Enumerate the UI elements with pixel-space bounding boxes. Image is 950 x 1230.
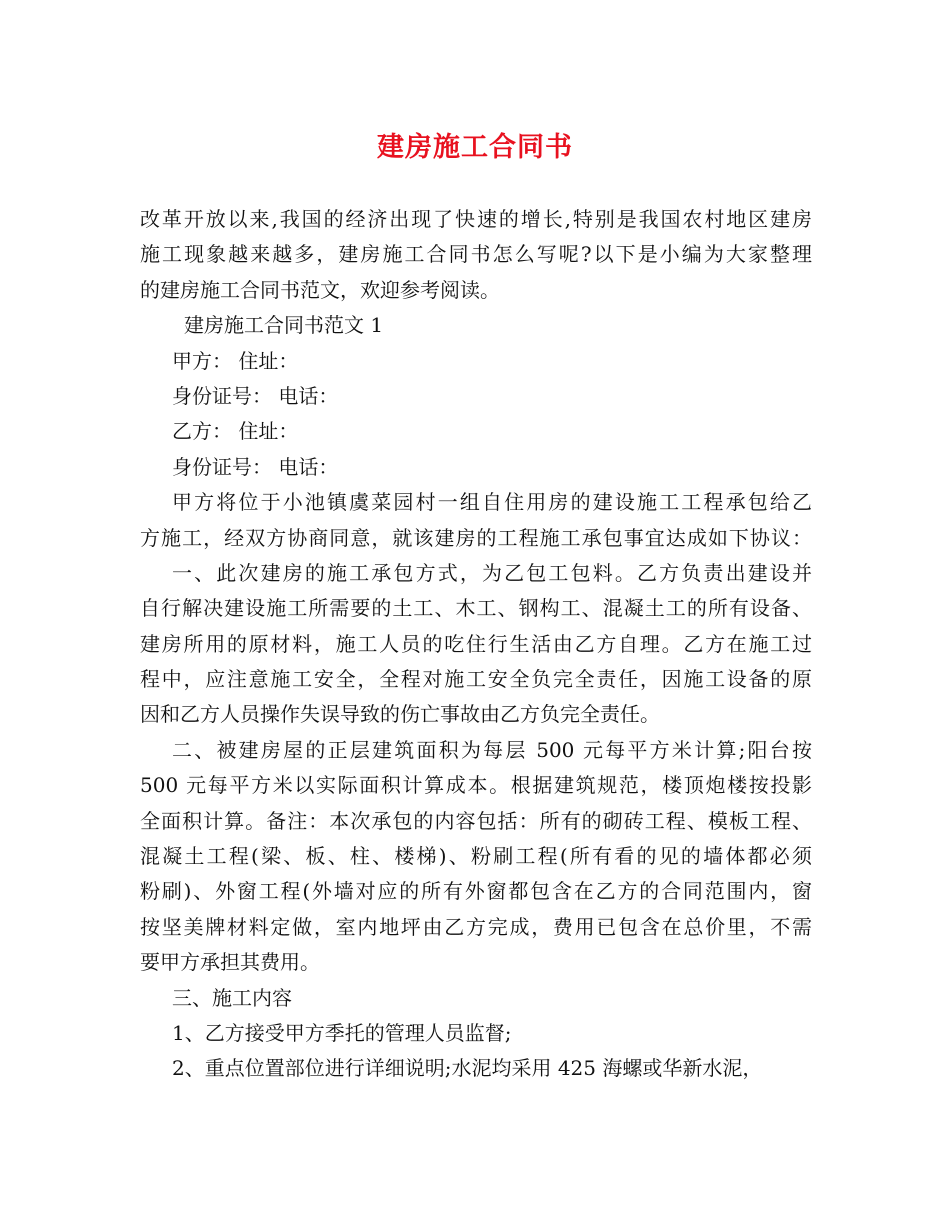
clause-2-line: 全面积计算。备注：本次承包的内容包括：所有的砌砖工程、模板工程、 <box>140 808 812 833</box>
clause-3-heading: 三、施工内容 <box>172 985 292 1010</box>
clause-2-line: 按坚美牌材料定做，室内地坪由乙方完成，费用已包含在总价里，不需 <box>140 914 812 939</box>
party-b-address-line: 乙方： 住址： <box>172 419 299 444</box>
body-line: 甲方将位于小池镇虞菜园村一组自住用房的建设施工工程承包给乙 <box>172 490 812 515</box>
body-line: 改革开放以来,我国的经济出现了快速的增长,特别是我国农村地区建房 <box>140 207 812 231</box>
clause-2-line: 二、被建房屋的正层建筑面积为每层 500 元每平方米计算;阳台按 <box>172 737 812 762</box>
body-line: 施工现象越来越多，建房施工合同书怎么写呢?以下是小编为大家整理 <box>140 242 812 267</box>
document-title: 建房施工合同书 <box>377 132 573 163</box>
clause-3-item-2: 2、重点位置部位进行详细说明;水泥均采用 425 海螺或华新水泥， <box>172 1056 763 1081</box>
clause-1-line: 建房所用的原材料，施工人员的吃住行生活由乙方自理。乙方在施工过 <box>140 631 812 656</box>
party-a-address-line: 甲方： 住址： <box>172 348 299 373</box>
party-a-id-phone-line: 身份证号： 电话： <box>172 383 339 408</box>
clause-1-line: 自行解决建设施工所需要的土工、木工、钢构工、混凝土工的所有设备、 <box>140 596 812 621</box>
clause-3-item-1: 1、乙方接受甲方季托的管理人员监督; <box>172 1020 512 1045</box>
clause-2-line: 粉刷)、外窗工程(外墙对应的所有外窗都包含在乙方的合同范围内，窗 <box>140 879 812 904</box>
party-b-id-phone-line: 身份证号： 电话： <box>172 454 339 479</box>
document-body <box>140 202 812 1087</box>
clause-1-line: 程中，应注意施工安全，全程对施工安全负完全责任，因施工设备的原 <box>140 667 812 692</box>
clause-1-line: 因和乙方人员操作失误导致的伤亡事故由乙方负完全责任。 <box>140 702 660 727</box>
clause-1-line: 一、此次建房的施工承包方式，为乙包工包料。乙方负责出建设并 <box>172 560 812 585</box>
clause-2-line: 混凝土工程(梁、板、柱、楼梯)、粉刷工程(所有看的见的墙体都必须 <box>140 844 812 869</box>
clause-2-line: 要甲方承担其费用。 <box>140 950 320 975</box>
body-line: 方施工，经双方协商同意，就该建房的工程施工承包事宜达成如下协议： <box>140 525 812 550</box>
clause-2-line: 500 元每平方米以实际面积计算成本。根据建筑规范，楼顶炮楼按投影 <box>140 773 812 798</box>
section-heading: 建房施工合同书范文 1 <box>184 313 384 338</box>
body-line: 的建房施工合同书范文，欢迎参考阅读。 <box>140 277 500 302</box>
